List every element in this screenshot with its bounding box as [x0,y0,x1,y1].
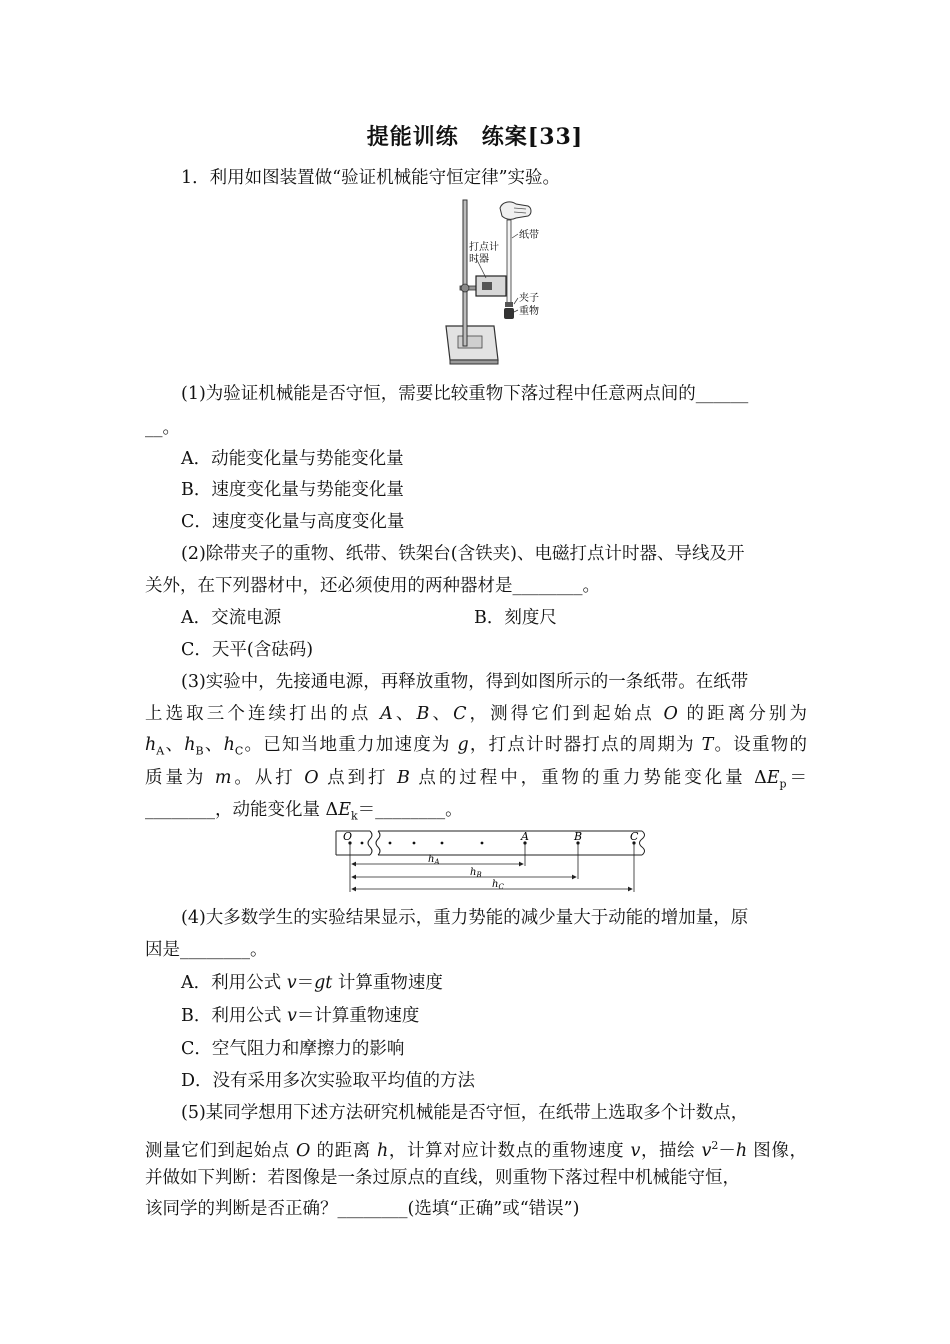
label-weight: 重物 [519,306,539,317]
q1-part5-line3: 并做如下判断：若图像是一条过原点的直线，则重物下落过程中机械能守恒， [145,1168,740,1188]
q1-part4-option-c: C．空气阻力和摩擦力的影响 [181,1039,405,1059]
q1-part4-option-d: D．没有采用多次实验取平均值的方法 [181,1071,476,1091]
tape-label-a: A [521,830,529,843]
label-paper-tape: 纸带 [519,230,539,241]
q1-part2-line1: (2)除带夹子的重物、纸带、铁架台(含铁夹)、电磁打点计时器、导线及开 [181,544,745,564]
q1-part1-line1: (1)为验证机械能是否守恒，需要比较重物下落过程中任意两点间的______ [181,384,749,404]
q1-part4-line2: 因是________。 [145,940,268,960]
tape-dim-hc: $h_C$ [492,879,504,891]
q1-part5-line1: (5)某同学想用下述方法研究机械能是否守恒，在纸带上选取多个计数点， [181,1103,749,1123]
tape-label-b: B [574,830,583,843]
q1-part5-line2: 测量它们到起始点 O 的距离 h，计算对应计数点的重物速度 v，描绘 $v^2-h$ 图像， [145,1139,807,1161]
q1-part2-option-c: C．天平(含砝码) [181,640,314,660]
tape-dim-hb: $h_B$ [470,867,482,879]
label-timer-line1: 打点计 [469,242,499,253]
q1-part3-line4: 质量为 m。从打 O 点到打 B 点的过程中，重物的重力势能变化量 $\Delta E_p=$ [145,768,807,791]
paper-tape-figure [332,826,658,896]
q1-part3-line2: 上选取三个连续打出的点 A、B、C，测得它们到起始点 O 的距离分别为 [145,704,808,724]
q1-part1-line2: __。 [145,418,180,438]
tape-label-o: O [343,830,353,843]
q1-part4-option-b: B．利用公式 v＝计算重物速度 [181,1006,420,1026]
q1-part3-line3: $h_A$、$h_B$、$h_C$。已知当地重力加速度为 g，打点计时器打点的周期为 T。设重物的 [145,735,808,758]
q1-part3-line1: (3)实验中，先接通电源，再释放重物，得到如图所示的一条纸带。在纸带 [181,672,749,692]
q1-part3-line5: ________，动能变化量 $\Delta E_k=\_\_\_\_\_\_\_\_$。 [145,800,463,823]
question-1-stem: 1．利用如图装置做“验证机械能守恒定律”实验。 [181,168,561,188]
q1-part4-option-a: A．利用公式 v＝gt 计算重物速度 [181,973,443,993]
page-title: 提能训练 练案[33] [366,124,584,150]
tape-label-c: C [630,830,639,843]
q1-part2-line2: 关外，在下列器材中，还必须使用的两种器材是________。 [145,576,600,596]
q1-part2-option-a: A．交流电源 [181,608,282,628]
q1-part5-line4: 该同学的判断是否正确？________(选填“正确”或“错误”) [145,1199,580,1219]
q1-part1-option-a: A．动能变化量与势能变化量 [181,449,404,469]
apparatus-figure [436,198,556,366]
q1-part2-option-b: B．刻度尺 [474,608,557,628]
label-clip: 夹子 [519,293,539,304]
q1-part4-line1: (4)大多数学生的实验结果显示，重力势能的减少量大于动能的增加量，原 [181,908,749,928]
tape-dim-ha: $h_A$ [428,854,440,866]
label-timer-line2: 时器 [469,254,489,265]
q1-part1-option-c: C．速度变化量与高度变化量 [181,512,405,532]
q1-part1-option-b: B．速度变化量与势能变化量 [181,480,404,500]
